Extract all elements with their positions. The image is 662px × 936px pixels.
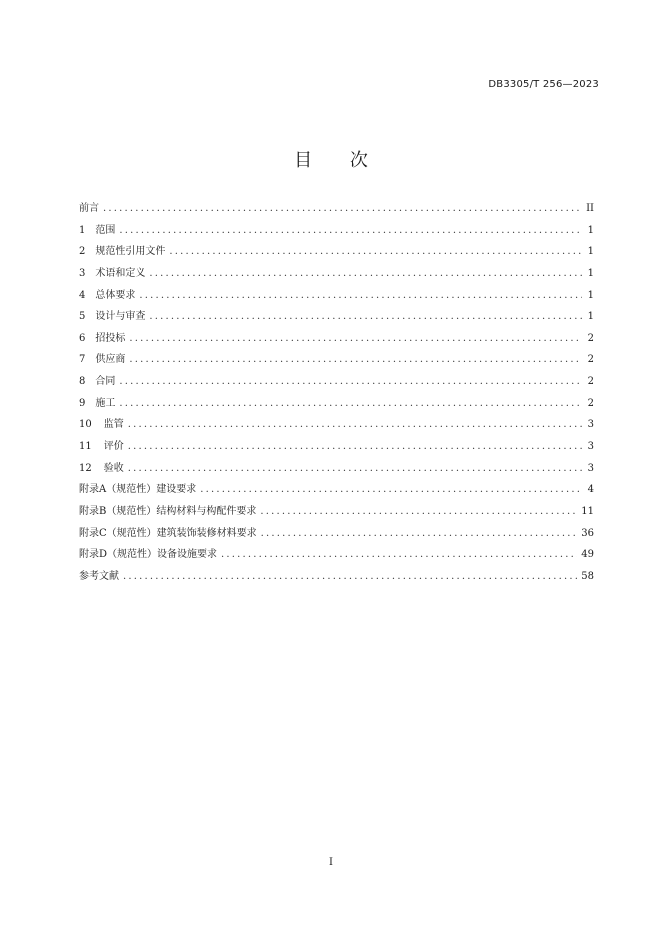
toc-entry-label: [79, 199, 99, 214]
toc-entry-page: 1: [587, 246, 594, 258]
toc-entry-page: II: [586, 203, 594, 214]
toc-entry-page: 2: [587, 397, 594, 409]
toc-entry-number: 11: [79, 441, 92, 453]
toc-leader-dots: [139, 290, 582, 301]
toc-entry[interactable]: [79, 264, 594, 286]
toc-entry[interactable]: [79, 286, 594, 308]
toc-entry-text: 验收: [103, 462, 124, 474]
toc-leader-dots: [149, 311, 582, 322]
toc-entry[interactable]: [79, 459, 594, 481]
toc-entry-page: 1: [587, 311, 594, 323]
toc-entry-text: 评价: [103, 441, 124, 453]
toc-entry[interactable]: [79, 372, 594, 394]
toc-leader-dots: [123, 571, 577, 582]
toc-entry-page: 3: [587, 419, 594, 431]
toc-entry[interactable]: [79, 350, 594, 372]
toc-leader-dots: [221, 549, 577, 560]
toc-leader-dots: [128, 419, 582, 430]
toc-entry-label: [79, 524, 257, 539]
toc-leader-dots: [129, 333, 582, 344]
toc-entry[interactable]: [79, 329, 594, 351]
toc-leader-dots: [119, 225, 582, 236]
toc-entry-label: [79, 545, 217, 560]
toc-entry-text: 附录A（规范性）建设要求: [79, 484, 197, 496]
toc-entry-page: 3: [587, 462, 594, 474]
toc-entry-page: 4: [587, 484, 594, 496]
toc-entry-page: 11: [581, 505, 594, 517]
toc-entry-text: 前言: [79, 203, 99, 214]
toc-leader-dots: [128, 463, 582, 474]
toc-entry-label: [79, 459, 124, 474]
toc-entry[interactable]: [79, 480, 594, 502]
toc-entry-page: 36: [581, 527, 594, 539]
toc-entry-page: 1: [587, 224, 594, 236]
toc-entry-label: [79, 415, 124, 430]
toc-leader-dots: [103, 203, 582, 214]
toc-leader-dots: [260, 506, 577, 517]
toc-entry-text: 招投标: [95, 332, 126, 344]
toc-entry-text: 参考文献: [79, 570, 119, 582]
toc-entry-text: 设计与审查: [95, 311, 146, 323]
table-of-contents: [79, 199, 594, 589]
toc-entry-text: 规范性引用文件: [95, 246, 166, 258]
toc-leader-dots: [119, 376, 582, 387]
toc-entry-text: 附录C（规范性）建筑装饰装修材料要求: [79, 527, 257, 539]
toc-entry-number: 9: [79, 397, 86, 409]
toc-leader-dots: [200, 484, 582, 495]
toc-leader-dots: [129, 354, 582, 365]
toc-entry-page: 3: [587, 441, 594, 453]
toc-leader-dots: [128, 441, 582, 452]
toc-entry[interactable]: [79, 567, 594, 589]
toc-entry-number: 4: [79, 289, 86, 301]
toc-entry[interactable]: [79, 221, 594, 243]
toc-entry[interactable]: [79, 394, 594, 416]
toc-entry-label: [79, 264, 145, 279]
toc-entry-number: 7: [79, 354, 86, 366]
toc-entry[interactable]: [79, 199, 594, 221]
toc-entry-number: 8: [79, 376, 86, 388]
toc-entry[interactable]: [79, 502, 594, 524]
toc-entry-label: [79, 437, 124, 452]
toc-entry-number: 2: [79, 246, 86, 258]
toc-entry-label: [79, 502, 256, 517]
toc-entry-label: [79, 372, 115, 387]
toc-entry-label: [79, 242, 165, 257]
toc-entry-number: 5: [79, 311, 86, 323]
toc-entry-text: 施工: [95, 397, 116, 409]
toc-entry-text: 范围: [95, 224, 116, 236]
toc-entry-label: [79, 480, 196, 495]
toc-leader-dots: [261, 528, 578, 539]
toc-entry[interactable]: [79, 415, 594, 437]
toc-entry-number: 10: [79, 419, 92, 431]
toc-leader-dots: [119, 398, 582, 409]
toc-entry-label: [79, 394, 115, 409]
toc-entry-label: [79, 567, 119, 582]
toc-entry-label: [79, 329, 125, 344]
toc-entry-number: 1: [79, 224, 86, 236]
toc-entry-label: [79, 221, 115, 236]
toc-entry-page: 49: [581, 549, 594, 561]
toc-entry-number: 3: [79, 267, 86, 279]
toc-entry-label: [79, 350, 125, 365]
toc-entry[interactable]: [79, 437, 594, 459]
document-code: DB3305/T 256—2023: [488, 79, 599, 90]
toc-entry[interactable]: [79, 242, 594, 264]
toc-entry-text: 术语和定义: [95, 267, 146, 279]
toc-entry-text: 附录D（规范性）设备设施要求: [79, 549, 218, 561]
toc-entry-number: 6: [79, 332, 86, 344]
toc-entry-page: 1: [587, 267, 594, 279]
toc-entry-text: 总体要求: [95, 289, 136, 301]
toc-entry-page: 2: [587, 376, 594, 388]
toc-entry-page: 58: [581, 570, 594, 582]
toc-entry[interactable]: [79, 545, 594, 567]
toc-entry-number: 12: [79, 462, 92, 474]
toc-leader-dots: [149, 268, 582, 279]
toc-entry-page: 1: [587, 289, 594, 301]
toc-entry[interactable]: [79, 307, 594, 329]
toc-entry-label: [79, 307, 145, 322]
toc-leader-dots: [169, 246, 582, 257]
toc-entry[interactable]: [79, 524, 594, 546]
toc-title: 目 次: [294, 150, 384, 171]
toc-entry-page: 2: [587, 354, 594, 366]
toc-entry-text: 监管: [103, 419, 124, 431]
page-number: I: [329, 857, 333, 868]
toc-entry-page: 2: [587, 332, 594, 344]
toc-entry-text: 供应商: [95, 354, 126, 366]
toc-entry-label: [79, 286, 135, 301]
toc-entry-text: 附录B（规范性）结构材料与构配件要求: [79, 505, 257, 517]
toc-entry-text: 合同: [95, 376, 116, 388]
